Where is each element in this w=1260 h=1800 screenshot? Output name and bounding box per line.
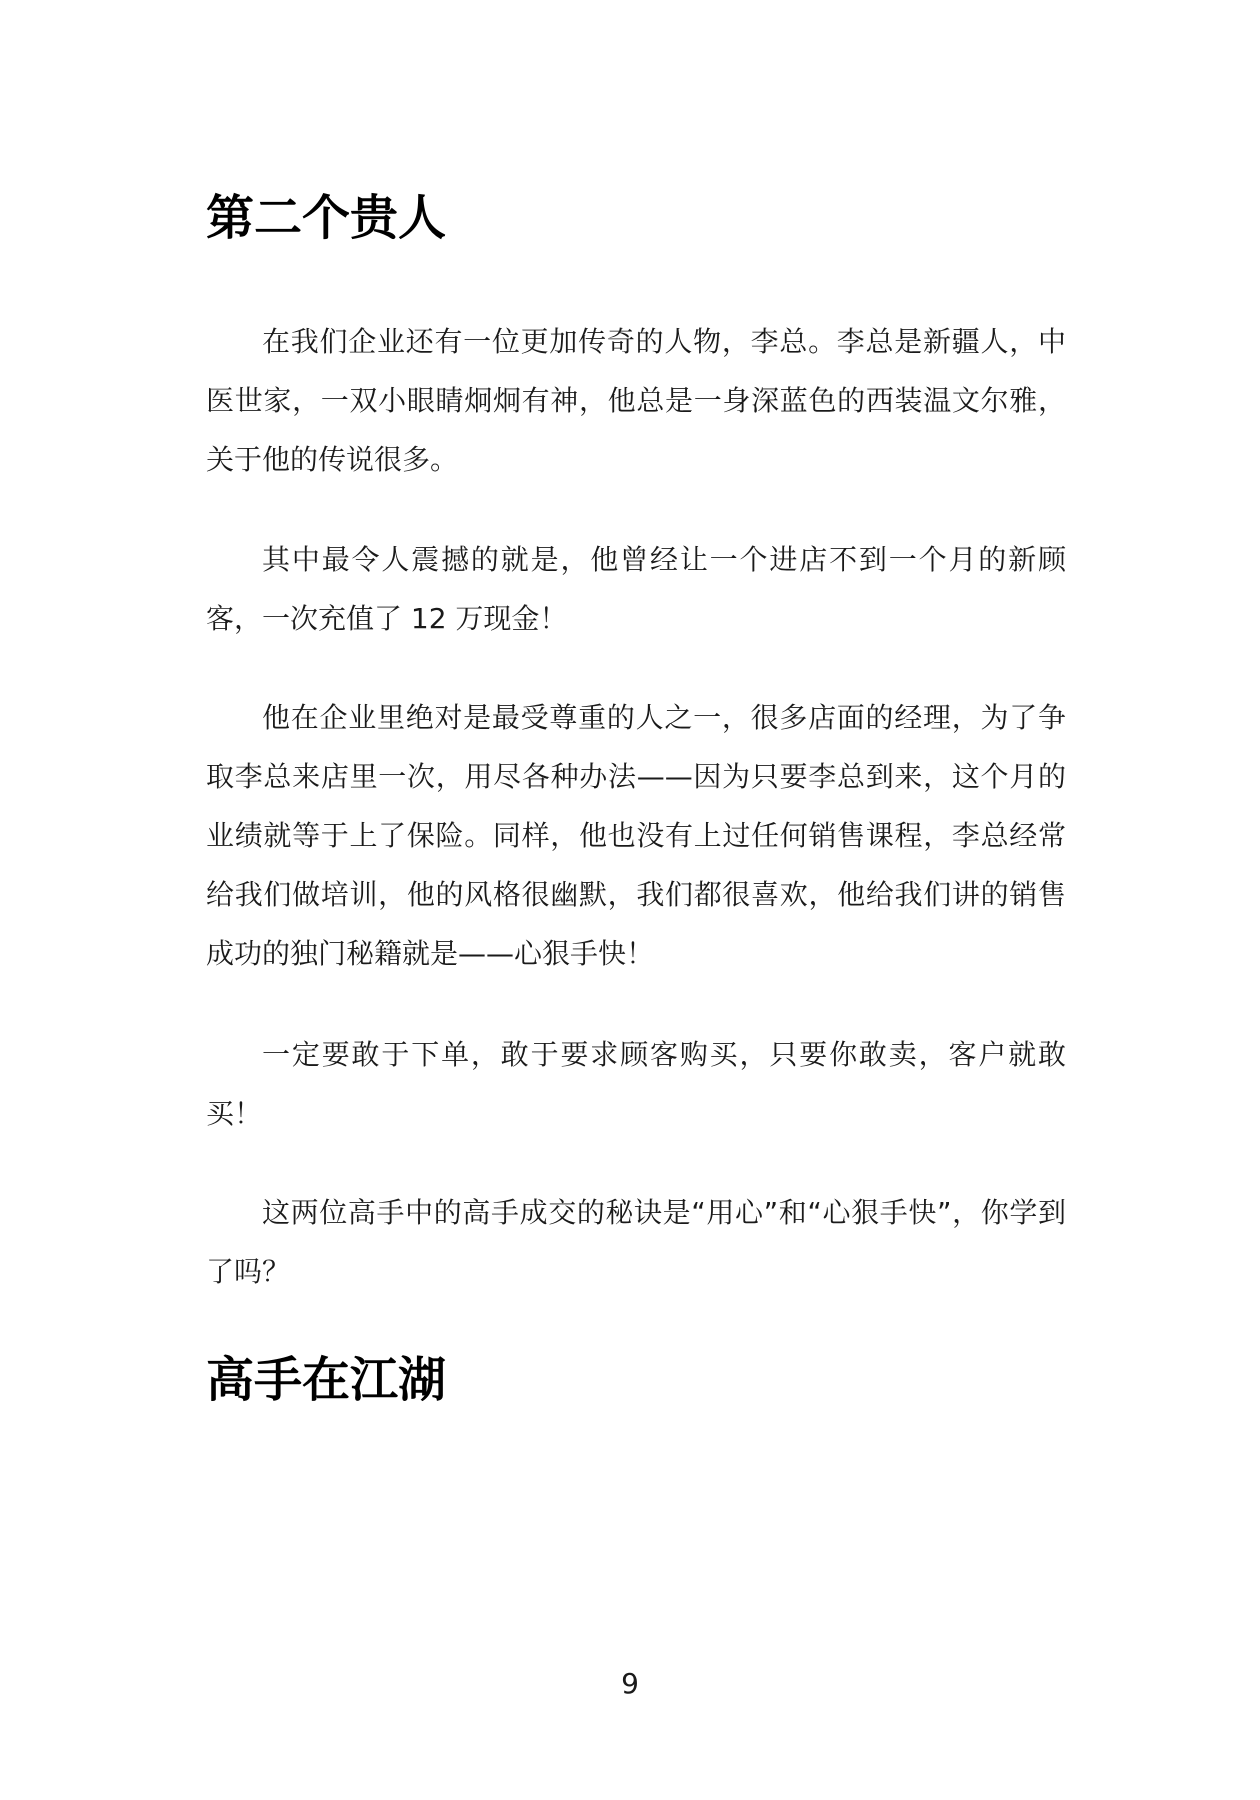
- paragraph: 其中最令人震撼的就是，他曾经让一个进店不到一个月的新顾客，一次充值了 12 万现金！: [206, 543, 1066, 635]
- section-heading: 高手在江湖: [206, 1352, 447, 1408]
- page-number: 9: [621, 1667, 639, 1700]
- paragraph: 在我们企业还有一位更加传奇的人物，李总。李总是新疆人，中医世家，一双小眼睛炯炯有神，他总是一身深蓝色的西装温文尔雅，关于他的传说很多。: [206, 325, 1066, 476]
- paragraph: 他在企业里绝对是最受尊重的人之一，很多店面的经理，为了争取李总来店里一次，用尽各种办法——因为只要李总到来，这个月的业绩就等于上了保险。同样，他也没有上过任何销售课程，李总经常给我们做培训，他的风格很幽默，我们都很喜欢，他给我们讲的销售成功的独门秘籍就是——心狠手快！: [206, 701, 1066, 970]
- section-heading: 第二个贵人: [206, 190, 447, 246]
- paragraph: 这两位高手中的高手成交的秘诀是“用心”和“心狠手快”，你学到了吗？: [206, 1196, 1066, 1288]
- paragraph: 一定要敢于下单，敢于要求顾客购买，只要你敢卖，客户就敢买！: [206, 1038, 1066, 1130]
